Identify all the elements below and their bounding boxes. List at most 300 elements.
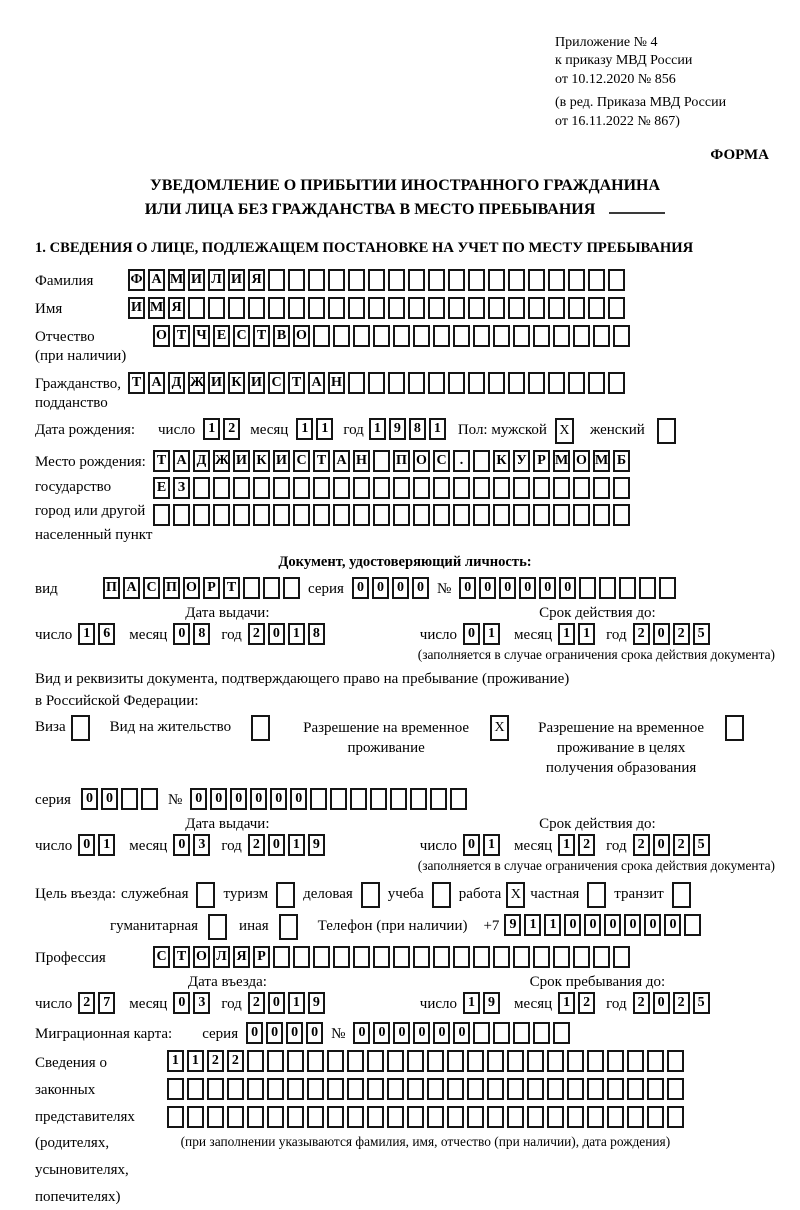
char-cell[interactable]: 0 — [353, 1022, 370, 1044]
char-cell[interactable] — [588, 269, 605, 291]
char-cell[interactable] — [433, 477, 450, 499]
char-cell[interactable] — [393, 946, 410, 968]
char-cell[interactable] — [228, 297, 245, 319]
char-cell[interactable]: Р — [533, 450, 550, 472]
char-cell[interactable]: 9 — [308, 992, 325, 1014]
char-cell[interactable] — [413, 504, 430, 526]
char-cell[interactable] — [448, 372, 465, 394]
char-cell[interactable]: 0 — [392, 577, 409, 599]
char-cell[interactable]: 2 — [673, 992, 690, 1014]
char-cell[interactable]: 3 — [193, 834, 210, 856]
char-cell[interactable] — [287, 1050, 304, 1072]
char-cell[interactable] — [667, 1050, 684, 1072]
char-cell[interactable] — [408, 297, 425, 319]
purpose-humanitarian-checkbox[interactable] — [208, 914, 227, 940]
char-cell[interactable]: 1 — [369, 418, 386, 440]
char-cell[interactable]: 0 — [653, 834, 670, 856]
char-cell[interactable]: А — [308, 372, 325, 394]
char-cell[interactable] — [373, 477, 390, 499]
char-cell[interactable] — [428, 269, 445, 291]
char-cell[interactable] — [567, 1078, 584, 1100]
char-cell[interactable]: 0 — [352, 577, 369, 599]
char-cell[interactable] — [263, 577, 280, 599]
char-cell[interactable] — [407, 1078, 424, 1100]
char-cell[interactable]: 0 — [413, 1022, 430, 1044]
char-cell[interactable] — [347, 1078, 364, 1100]
char-cell[interactable]: 1 — [483, 834, 500, 856]
char-cell[interactable]: 0 — [463, 623, 480, 645]
char-cell[interactable] — [167, 1106, 184, 1128]
char-cell[interactable] — [273, 477, 290, 499]
char-cell[interactable] — [567, 1050, 584, 1072]
char-cell[interactable] — [513, 946, 530, 968]
char-cell[interactable]: 0 — [584, 914, 601, 936]
char-cell[interactable]: 0 — [306, 1022, 323, 1044]
char-cell[interactable] — [388, 269, 405, 291]
char-cell[interactable]: 0 — [564, 914, 581, 936]
char-cell[interactable]: П — [103, 577, 120, 599]
char-cell[interactable] — [427, 1106, 444, 1128]
char-cell[interactable] — [473, 477, 490, 499]
char-cell[interactable]: М — [148, 297, 165, 319]
char-cell[interactable] — [333, 477, 350, 499]
char-cell[interactable] — [608, 297, 625, 319]
char-cell[interactable] — [487, 1106, 504, 1128]
char-cell[interactable] — [608, 372, 625, 394]
char-cell[interactable] — [208, 297, 225, 319]
char-cell[interactable]: 0 — [519, 577, 536, 599]
char-cell[interactable]: Т — [173, 325, 190, 347]
char-cell[interactable]: Т — [313, 450, 330, 472]
sex-male-checkbox[interactable]: X — [555, 418, 574, 444]
char-cell[interactable]: 5 — [693, 992, 710, 1014]
char-cell[interactable]: 2 — [578, 834, 595, 856]
char-cell[interactable] — [227, 1106, 244, 1128]
char-cell[interactable] — [390, 788, 407, 810]
char-cell[interactable] — [287, 1078, 304, 1100]
char-cell[interactable] — [547, 1106, 564, 1128]
char-cell[interactable] — [387, 1050, 404, 1072]
char-cell[interactable] — [508, 372, 525, 394]
char-cell[interactable] — [508, 297, 525, 319]
char-cell[interactable] — [533, 1022, 550, 1044]
char-cell[interactable]: С — [233, 325, 250, 347]
char-cell[interactable] — [613, 325, 630, 347]
char-cell[interactable]: 2 — [248, 992, 265, 1014]
char-cell[interactable] — [588, 297, 605, 319]
char-cell[interactable]: Е — [153, 477, 170, 499]
char-cell[interactable]: 0 — [479, 577, 496, 599]
char-cell[interactable] — [283, 577, 300, 599]
char-cell[interactable]: Н — [328, 372, 345, 394]
char-cell[interactable]: А — [173, 450, 190, 472]
char-cell[interactable] — [493, 946, 510, 968]
char-cell[interactable] — [370, 788, 387, 810]
char-cell[interactable]: Я — [168, 297, 185, 319]
char-cell[interactable] — [253, 504, 270, 526]
char-cell[interactable] — [247, 1050, 264, 1072]
char-cell[interactable]: К — [253, 450, 270, 472]
char-cell[interactable] — [373, 946, 390, 968]
char-cell[interactable] — [647, 1050, 664, 1072]
char-cell[interactable] — [447, 1106, 464, 1128]
char-cell[interactable]: 2 — [207, 1050, 224, 1072]
char-cell[interactable] — [593, 325, 610, 347]
char-cell[interactable] — [588, 372, 605, 394]
char-cell[interactable] — [533, 504, 550, 526]
char-cell[interactable] — [513, 325, 530, 347]
char-cell[interactable] — [573, 946, 590, 968]
char-cell[interactable] — [507, 1106, 524, 1128]
char-cell[interactable] — [267, 1078, 284, 1100]
char-cell[interactable]: И — [273, 450, 290, 472]
char-cell[interactable]: 8 — [193, 623, 210, 645]
char-cell[interactable]: Ж — [213, 450, 230, 472]
char-cell[interactable] — [388, 372, 405, 394]
char-cell[interactable] — [433, 946, 450, 968]
char-cell[interactable] — [313, 504, 330, 526]
char-cell[interactable]: 1 — [316, 418, 333, 440]
char-cell[interactable] — [467, 1050, 484, 1072]
char-cell[interactable] — [507, 1050, 524, 1072]
char-cell[interactable]: Ч — [193, 325, 210, 347]
char-cell[interactable] — [167, 1078, 184, 1100]
char-cell[interactable]: 1 — [296, 418, 313, 440]
char-cell[interactable] — [513, 1022, 530, 1044]
char-cell[interactable] — [333, 325, 350, 347]
char-cell[interactable] — [327, 1050, 344, 1072]
char-cell[interactable]: А — [333, 450, 350, 472]
char-cell[interactable]: 0 — [101, 788, 118, 810]
char-cell[interactable] — [267, 1050, 284, 1072]
char-cell[interactable] — [387, 1078, 404, 1100]
char-cell[interactable] — [527, 1078, 544, 1100]
char-cell[interactable] — [579, 577, 596, 599]
char-cell[interactable] — [368, 269, 385, 291]
char-cell[interactable]: 3 — [193, 992, 210, 1014]
char-cell[interactable] — [247, 1078, 264, 1100]
char-cell[interactable]: 0 — [459, 577, 476, 599]
char-cell[interactable] — [227, 1078, 244, 1100]
char-cell[interactable]: 0 — [230, 788, 247, 810]
char-cell[interactable] — [293, 504, 310, 526]
char-cell[interactable] — [667, 1078, 684, 1100]
char-cell[interactable] — [448, 269, 465, 291]
char-cell[interactable] — [468, 372, 485, 394]
char-cell[interactable] — [487, 1078, 504, 1100]
char-cell[interactable] — [607, 1078, 624, 1100]
char-cell[interactable]: 0 — [268, 623, 285, 645]
char-cell[interactable] — [573, 325, 590, 347]
char-cell[interactable] — [367, 1050, 384, 1072]
char-cell[interactable] — [608, 269, 625, 291]
char-cell[interactable] — [333, 504, 350, 526]
char-cell[interactable] — [288, 269, 305, 291]
char-cell[interactable] — [153, 504, 170, 526]
char-cell[interactable]: 0 — [290, 788, 307, 810]
char-cell[interactable]: А — [148, 372, 165, 394]
char-cell[interactable] — [473, 504, 490, 526]
char-cell[interactable] — [233, 504, 250, 526]
char-cell[interactable] — [587, 1050, 604, 1072]
char-cell[interactable] — [528, 372, 545, 394]
char-cell[interactable]: 2 — [673, 834, 690, 856]
char-cell[interactable]: 2 — [633, 992, 650, 1014]
char-cell[interactable]: 1 — [167, 1050, 184, 1072]
char-cell[interactable]: Д — [168, 372, 185, 394]
char-cell[interactable] — [573, 477, 590, 499]
char-cell[interactable]: Я — [248, 269, 265, 291]
char-cell[interactable] — [527, 1050, 544, 1072]
char-cell[interactable]: 2 — [248, 623, 265, 645]
char-cell[interactable]: М — [168, 269, 185, 291]
char-cell[interactable] — [428, 372, 445, 394]
char-cell[interactable] — [187, 1078, 204, 1100]
char-cell[interactable]: 0 — [463, 834, 480, 856]
visa-checkbox[interactable] — [71, 715, 90, 741]
char-cell[interactable]: М — [553, 450, 570, 472]
char-cell[interactable] — [433, 504, 450, 526]
char-cell[interactable] — [488, 372, 505, 394]
char-cell[interactable]: 0 — [266, 1022, 283, 1044]
char-cell[interactable]: 1 — [203, 418, 220, 440]
char-cell[interactable] — [493, 325, 510, 347]
char-cell[interactable]: 1 — [483, 623, 500, 645]
char-cell[interactable]: И — [248, 372, 265, 394]
char-cell[interactable]: 1 — [544, 914, 561, 936]
char-cell[interactable] — [467, 1106, 484, 1128]
char-cell[interactable] — [553, 477, 570, 499]
char-cell[interactable] — [333, 946, 350, 968]
char-cell[interactable] — [488, 297, 505, 319]
char-cell[interactable]: 1 — [429, 418, 446, 440]
char-cell[interactable]: 2 — [227, 1050, 244, 1072]
char-cell[interactable] — [347, 1050, 364, 1072]
temp-residence-edu-checkbox[interactable] — [725, 715, 744, 741]
char-cell[interactable] — [567, 1106, 584, 1128]
char-cell[interactable] — [447, 1050, 464, 1072]
char-cell[interactable]: 0 — [250, 788, 267, 810]
char-cell[interactable] — [353, 946, 370, 968]
char-cell[interactable]: А — [123, 577, 140, 599]
char-cell[interactable] — [393, 477, 410, 499]
char-cell[interactable] — [188, 297, 205, 319]
char-cell[interactable]: О — [193, 946, 210, 968]
char-cell[interactable] — [627, 1106, 644, 1128]
char-cell[interactable]: 1 — [187, 1050, 204, 1072]
char-cell[interactable]: 0 — [173, 992, 190, 1014]
char-cell[interactable] — [308, 269, 325, 291]
char-cell[interactable]: И — [128, 297, 145, 319]
char-cell[interactable] — [573, 504, 590, 526]
char-cell[interactable] — [428, 297, 445, 319]
char-cell[interactable] — [587, 1078, 604, 1100]
char-cell[interactable]: 2 — [78, 992, 95, 1014]
char-cell[interactable]: Ф — [128, 269, 145, 291]
char-cell[interactable] — [473, 450, 490, 472]
char-cell[interactable] — [287, 1106, 304, 1128]
char-cell[interactable] — [533, 946, 550, 968]
char-cell[interactable] — [427, 1050, 444, 1072]
char-cell[interactable]: О — [413, 450, 430, 472]
char-cell[interactable] — [367, 1078, 384, 1100]
char-cell[interactable]: 1 — [558, 992, 575, 1014]
char-cell[interactable] — [627, 1078, 644, 1100]
char-cell[interactable] — [493, 1022, 510, 1044]
char-cell[interactable]: И — [208, 372, 225, 394]
char-cell[interactable] — [387, 1106, 404, 1128]
char-cell[interactable]: С — [143, 577, 160, 599]
char-cell[interactable] — [433, 325, 450, 347]
char-cell[interactable] — [513, 504, 530, 526]
char-cell[interactable]: 0 — [499, 577, 516, 599]
char-cell[interactable] — [327, 1078, 344, 1100]
char-cell[interactable]: М — [593, 450, 610, 472]
char-cell[interactable] — [253, 477, 270, 499]
char-cell[interactable] — [233, 477, 250, 499]
char-cell[interactable] — [273, 946, 290, 968]
char-cell[interactable] — [430, 788, 447, 810]
char-cell[interactable]: К — [493, 450, 510, 472]
char-cell[interactable]: 1 — [288, 992, 305, 1014]
char-cell[interactable] — [348, 297, 365, 319]
char-cell[interactable]: Т — [223, 577, 240, 599]
char-cell[interactable]: О — [153, 325, 170, 347]
char-cell[interactable] — [453, 946, 470, 968]
char-cell[interactable] — [268, 269, 285, 291]
char-cell[interactable] — [313, 477, 330, 499]
char-cell[interactable]: 0 — [270, 788, 287, 810]
char-cell[interactable] — [453, 325, 470, 347]
char-cell[interactable] — [593, 946, 610, 968]
char-cell[interactable] — [413, 477, 430, 499]
char-cell[interactable] — [293, 946, 310, 968]
char-cell[interactable] — [407, 1106, 424, 1128]
char-cell[interactable]: 2 — [223, 418, 240, 440]
char-cell[interactable] — [413, 946, 430, 968]
char-cell[interactable] — [647, 1078, 664, 1100]
char-cell[interactable]: 0 — [268, 992, 285, 1014]
char-cell[interactable] — [308, 297, 325, 319]
char-cell[interactable]: Р — [253, 946, 270, 968]
char-cell[interactable] — [488, 269, 505, 291]
char-cell[interactable] — [408, 269, 425, 291]
residence-permit-checkbox[interactable] — [251, 715, 270, 741]
char-cell[interactable]: 9 — [504, 914, 521, 936]
char-cell[interactable]: Н — [353, 450, 370, 472]
char-cell[interactable]: 9 — [389, 418, 406, 440]
char-cell[interactable]: . — [453, 450, 470, 472]
char-cell[interactable] — [659, 577, 676, 599]
char-cell[interactable]: 2 — [248, 834, 265, 856]
char-cell[interactable] — [613, 477, 630, 499]
char-cell[interactable]: 0 — [372, 577, 389, 599]
char-cell[interactable] — [553, 325, 570, 347]
char-cell[interactable]: П — [163, 577, 180, 599]
char-cell[interactable]: Т — [128, 372, 145, 394]
char-cell[interactable]: Д — [193, 450, 210, 472]
char-cell[interactable] — [553, 1022, 570, 1044]
char-cell[interactable]: О — [183, 577, 200, 599]
char-cell[interactable] — [507, 1078, 524, 1100]
char-cell[interactable]: 0 — [81, 788, 98, 810]
char-cell[interactable]: Б — [613, 450, 630, 472]
char-cell[interactable] — [627, 1050, 644, 1072]
char-cell[interactable] — [121, 788, 138, 810]
char-cell[interactable]: Т — [173, 946, 190, 968]
char-cell[interactable]: 0 — [653, 992, 670, 1014]
char-cell[interactable] — [353, 504, 370, 526]
char-cell[interactable] — [453, 477, 470, 499]
char-cell[interactable]: И — [228, 269, 245, 291]
char-cell[interactable]: О — [573, 450, 590, 472]
char-cell[interactable]: 0 — [268, 834, 285, 856]
char-cell[interactable]: 0 — [412, 577, 429, 599]
char-cell[interactable]: Я — [233, 946, 250, 968]
char-cell[interactable] — [388, 297, 405, 319]
char-cell[interactable] — [667, 1106, 684, 1128]
char-cell[interactable]: У — [513, 450, 530, 472]
purpose-work-checkbox[interactable]: X — [506, 882, 525, 908]
char-cell[interactable]: В — [273, 325, 290, 347]
char-cell[interactable] — [248, 297, 265, 319]
char-cell[interactable]: 1 — [558, 834, 575, 856]
char-cell[interactable]: С — [433, 450, 450, 472]
char-cell[interactable]: 5 — [693, 623, 710, 645]
char-cell[interactable] — [313, 325, 330, 347]
char-cell[interactable]: А — [148, 269, 165, 291]
char-cell[interactable] — [350, 788, 367, 810]
char-cell[interactable]: Л — [213, 946, 230, 968]
char-cell[interactable] — [368, 372, 385, 394]
char-cell[interactable]: 0 — [433, 1022, 450, 1044]
char-cell[interactable] — [408, 372, 425, 394]
char-cell[interactable]: 0 — [604, 914, 621, 936]
char-cell[interactable] — [193, 477, 210, 499]
char-cell[interactable] — [467, 1078, 484, 1100]
char-cell[interactable]: З — [173, 477, 190, 499]
char-cell[interactable] — [548, 297, 565, 319]
char-cell[interactable] — [293, 477, 310, 499]
char-cell[interactable] — [548, 372, 565, 394]
char-cell[interactable] — [288, 297, 305, 319]
char-cell[interactable] — [513, 477, 530, 499]
char-cell[interactable]: 0 — [393, 1022, 410, 1044]
sex-female-checkbox[interactable] — [657, 418, 676, 444]
char-cell[interactable]: 0 — [453, 1022, 470, 1044]
char-cell[interactable]: 9 — [483, 992, 500, 1014]
char-cell[interactable]: 7 — [98, 992, 115, 1014]
purpose-tourism-checkbox[interactable] — [276, 882, 295, 908]
char-cell[interactable] — [367, 1106, 384, 1128]
char-cell[interactable] — [353, 477, 370, 499]
char-cell[interactable] — [468, 297, 485, 319]
char-cell[interactable] — [348, 372, 365, 394]
char-cell[interactable] — [533, 477, 550, 499]
char-cell[interactable]: Т — [253, 325, 270, 347]
char-cell[interactable]: О — [293, 325, 310, 347]
char-cell[interactable] — [243, 577, 260, 599]
char-cell[interactable] — [468, 269, 485, 291]
char-cell[interactable] — [393, 504, 410, 526]
char-cell[interactable] — [599, 577, 616, 599]
char-cell[interactable] — [473, 946, 490, 968]
char-cell[interactable] — [267, 1106, 284, 1128]
char-cell[interactable] — [619, 577, 636, 599]
char-cell[interactable] — [373, 325, 390, 347]
char-cell[interactable] — [548, 269, 565, 291]
char-cell[interactable] — [407, 1050, 424, 1072]
